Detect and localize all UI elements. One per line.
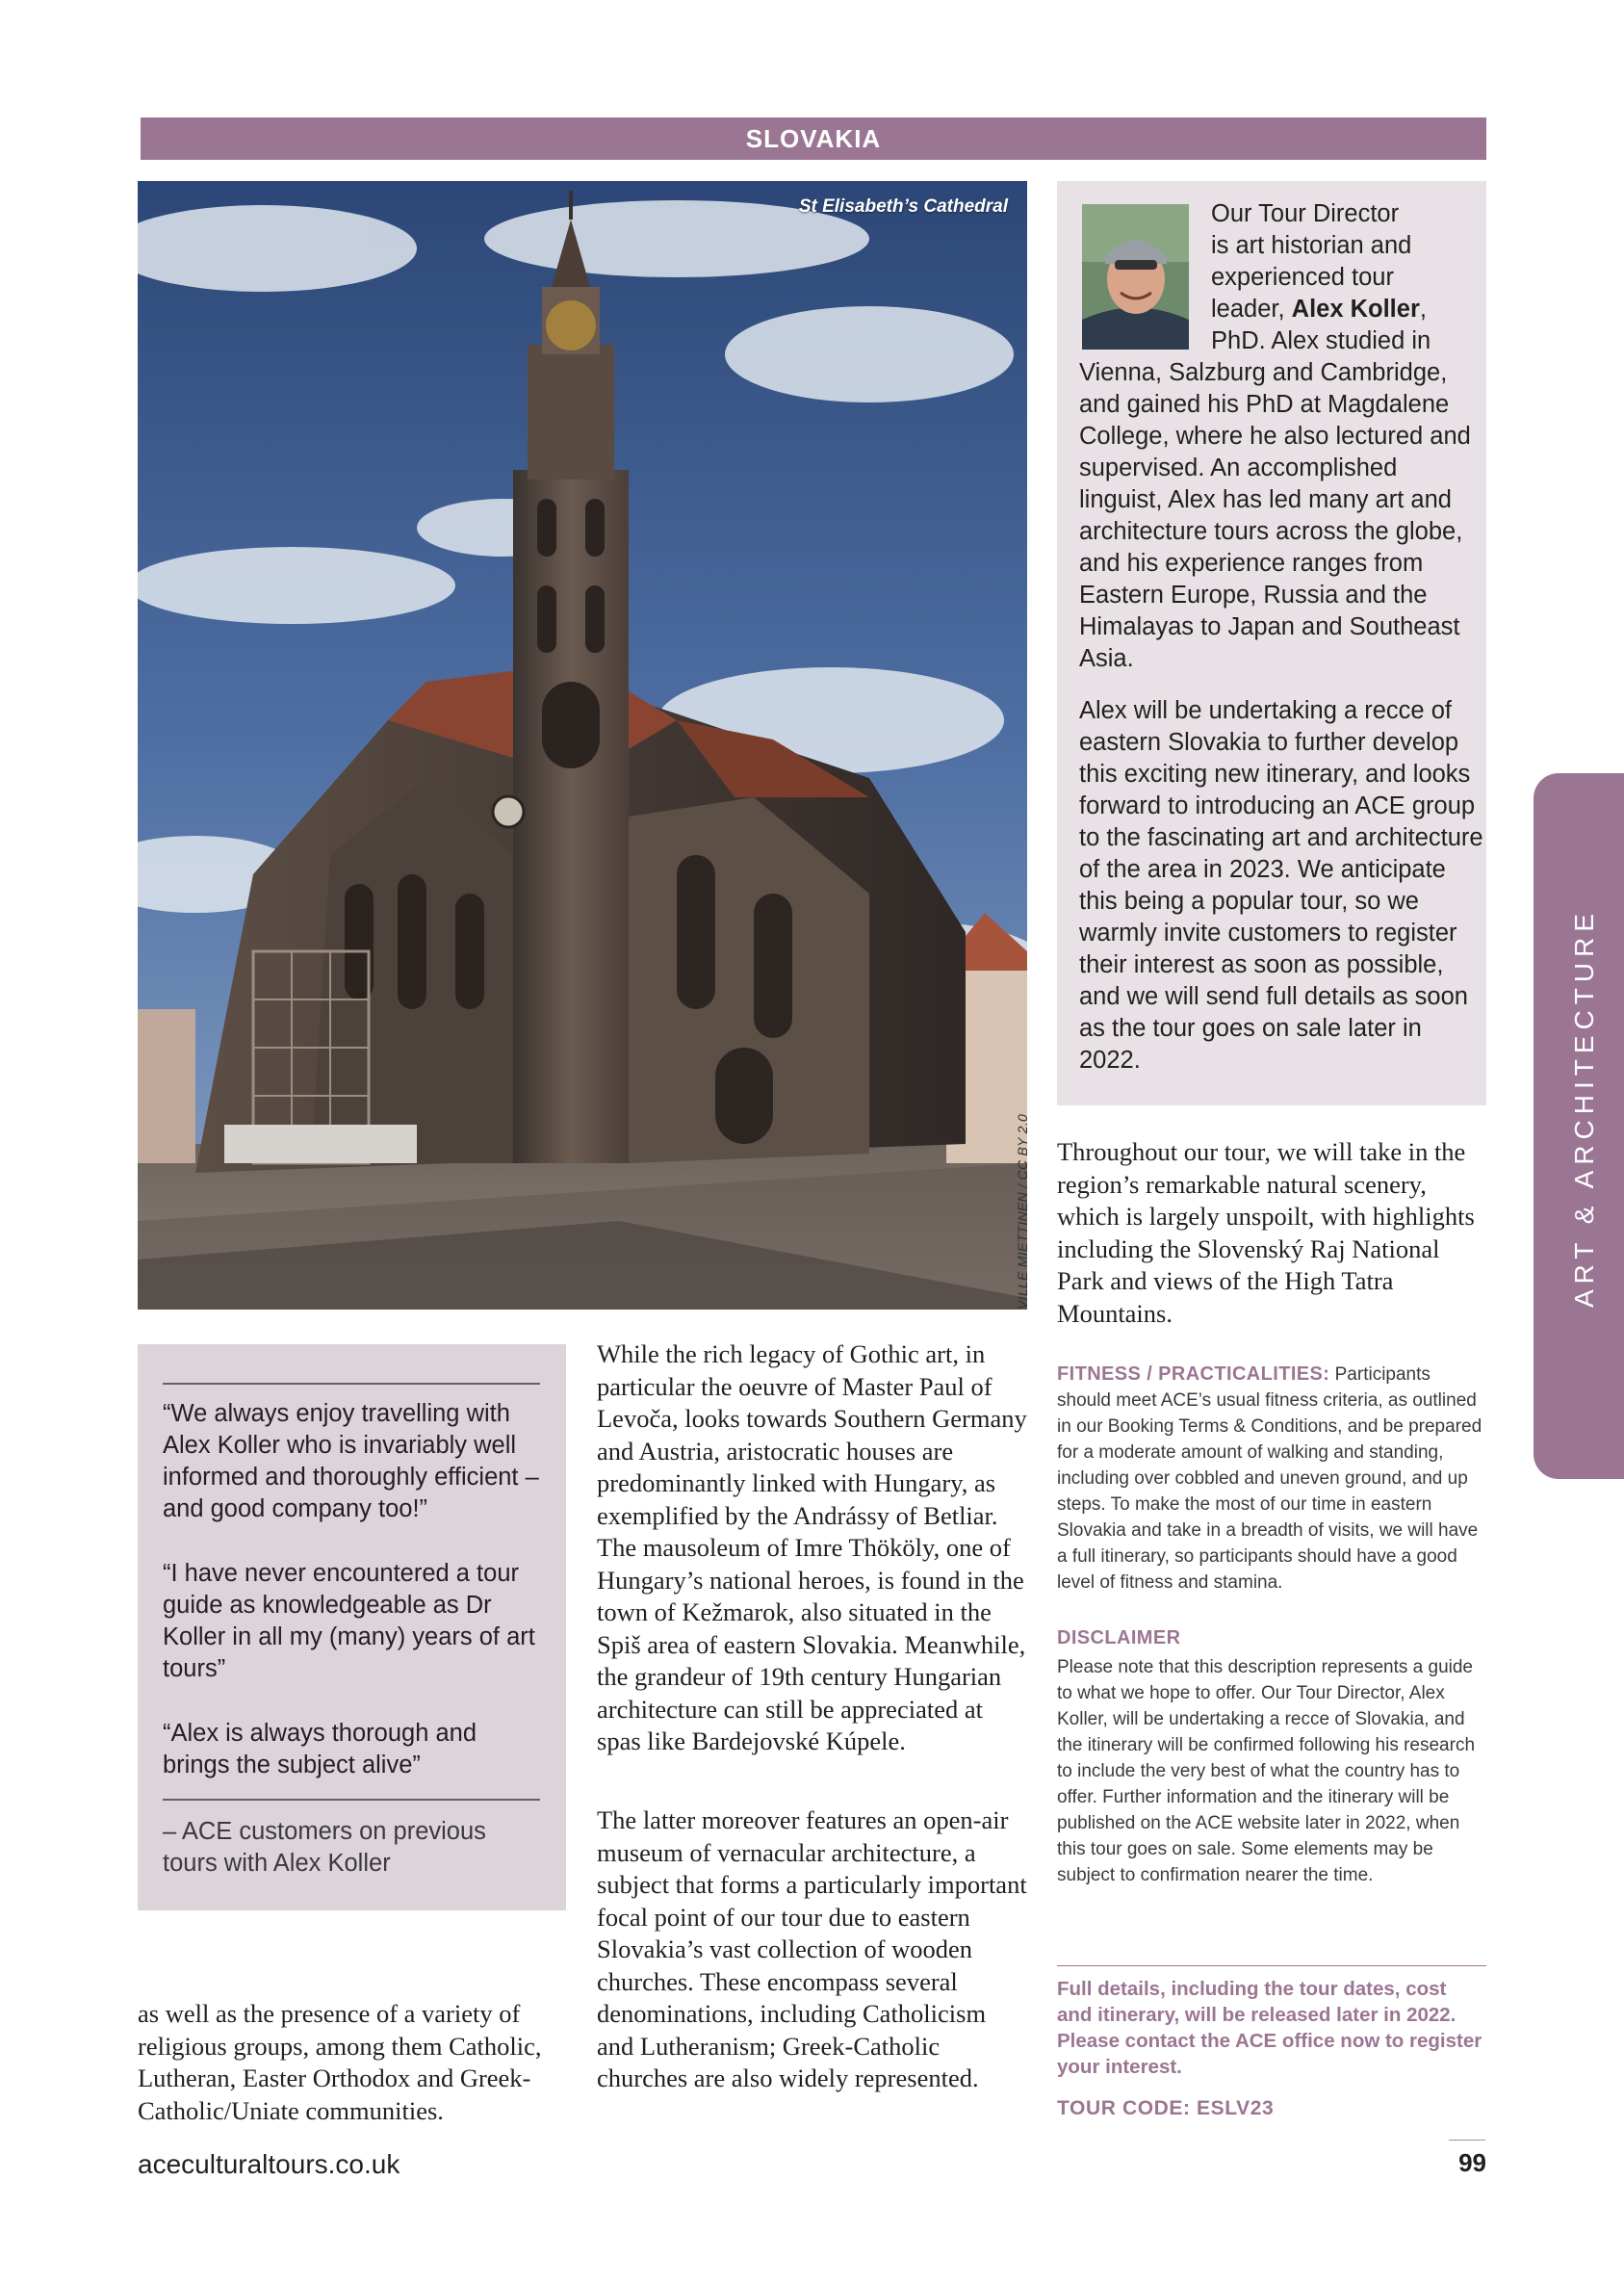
director-name-comma: , xyxy=(1419,296,1427,323)
bio-lead-line-4 xyxy=(1211,294,1481,325)
testimonial-quote-1: “We always enjoy travelling with Alex Koller who is invariably well informed and thoroughly efficient – and good company too!” xyxy=(163,1400,539,1522)
cathedral-photo xyxy=(138,181,1027,1310)
bio-recce-paragraph: Alex will be undertaking a recce of eastern Slovakia to further develop this exciting new itinerary, and looks forward to introducing an ACE group to the fascinating art and architecture of the area in 2023. We anticipate this being a popular tour, so we warmly invite customers to register their interest as soon as possible, and we will send full details as soon as the tour goes on sale later in 2022. xyxy=(1079,697,1483,1074)
section-header-band xyxy=(141,117,1486,160)
cathedral-illustration xyxy=(138,181,1027,1310)
page-number-rule xyxy=(1449,2140,1485,2141)
bio-lead-line-3: experienced tour xyxy=(1211,264,1394,291)
quote-top-rule xyxy=(163,1383,540,1385)
bio-body: Vienna, Salzburg and Cambridge, and gained his PhD at Magdalene College, where he also lectured and supervised. An accomplished linguist, Alex has led many art and architecture tours across the globe, and his experience ranges from Eastern Europe, Russia and the Himalayas to Japan and Southeast Asia. xyxy=(1079,359,1471,672)
bio-lead-line-2: is art historian and xyxy=(1211,232,1412,259)
fitness-body: Participants should meet ACE’s usual fitness criteria, as outlined in our Booking Terms & Conditions, and be prepared for a moderate amount of walking and standing, including over cobbled and uneven ground, and up steps. To make the most of our time in eastern Slovakia and take in a breadth of visits, we will have a full itinerary, so participants should have a good level of fitness and stamina. xyxy=(1057,1364,1482,1593)
director-portrait xyxy=(1082,204,1189,350)
bio-lead-leader: leader, xyxy=(1211,296,1292,323)
middle-column-paragraph-2: The latter moreover features an open-air museum of vernacular architecture, a subject that forms a particularly important focal point of our tour due to eastern Slovakia’s vast collection of wooden churches. These encompass several denominations, including Catholicism and Lutheranism; Greek-Catholic churches are also widely represented. xyxy=(597,1805,1027,2092)
bio-lead-line-1: Our Tour Director xyxy=(1211,200,1400,227)
country-title: SLOVAKIA xyxy=(745,123,882,153)
disclaimer-body: Please note that this description represents a guide to what we hope to offer. Our Tour Director, Alex Koller, will be undertaking a recce of Slovakia, and the itinerary will be confirmed following his research to include the very best of what the country has to offer. Further information and the itinerary will be published on the ACE website later in 2022, when this tour goes on sale. Some elements may be subject to confirmation nearer the time. xyxy=(1057,1657,1476,1885)
page-number: 99 xyxy=(1458,2148,1486,2177)
tour-code: TOUR CODE: ESLV23 xyxy=(1057,2097,1275,2119)
middle-column-paragraph-1: While the rich legacy of Gothic art, in particular the oeuvre of Master Paul of Levoča, looks towards Southern Germany and Austria, aristocratic houses are predominantly linked with Hungary, as exemplified by the Andrássy of Betliar. The mausoleum of Imre Thököly, one of Hungary’s national heroes, is found in the town of Kežmarok, also situated in the Spiš area of eastern Slovakia. Meanwhile, the grandeur of 19th century Hungarian architecture can still be appreciated at spas like Bardejovské Kúpele. xyxy=(597,1339,1027,1755)
bio-lead xyxy=(1211,198,1481,357)
photo-credit: VILLE MIETTINEN / CC BY 2.0 xyxy=(1015,1113,1030,1310)
testimonial-quote-3: “Alex is always thorough and brings the subject alive” xyxy=(163,1720,477,1778)
testimonial-quote-2: “I have never encountered a tour guide as knowledgeable as Dr Koller in all my (many) years of art tours” xyxy=(163,1560,535,1682)
website-url[interactable]: aceculturaltours.co.uk xyxy=(138,2149,400,2179)
portrait-illustration xyxy=(1082,204,1189,350)
full-details-note: Full details, including the tour dates, cost and itinerary, will be released later in 2022. Please contact the ACE office now to register your interest. xyxy=(1057,1978,1482,2078)
director-name: Alex Koller xyxy=(1291,296,1420,323)
fitness-heading: FITNESS / PRACTICALITIES: xyxy=(1057,1363,1330,1385)
testimonial-attribution: – ACE customers on previous tours with Alex Koller xyxy=(163,1818,486,1877)
testimonial-box xyxy=(138,1344,566,1910)
disclaimer-heading: DISCLAIMER xyxy=(1057,1627,1181,1648)
details-divider xyxy=(1057,1965,1486,1966)
quote-bottom-rule xyxy=(163,1799,540,1801)
left-column-text: as well as the presence of a variety of religious groups, among them Catholic, Lutheran, Easter Orthodox and Greek-Catholic/Uniate communities. xyxy=(138,1999,542,2125)
side-tab-label: ART & ARCHITECTURE xyxy=(1569,907,1599,1308)
fitness-section xyxy=(1057,1362,1488,1596)
scenery-paragraph: Throughout our tour, we will take in the region’s remarkable natural scenery, which is largely unspoilt, with highlights including the Slovenský Raj National Park and views of the High Tatra Mountains. xyxy=(1057,1137,1475,1328)
photo-caption: St Elisabeth’s Cathedral xyxy=(798,196,1008,217)
bio-lead-line-5: PhD. Alex studied in xyxy=(1211,327,1431,354)
